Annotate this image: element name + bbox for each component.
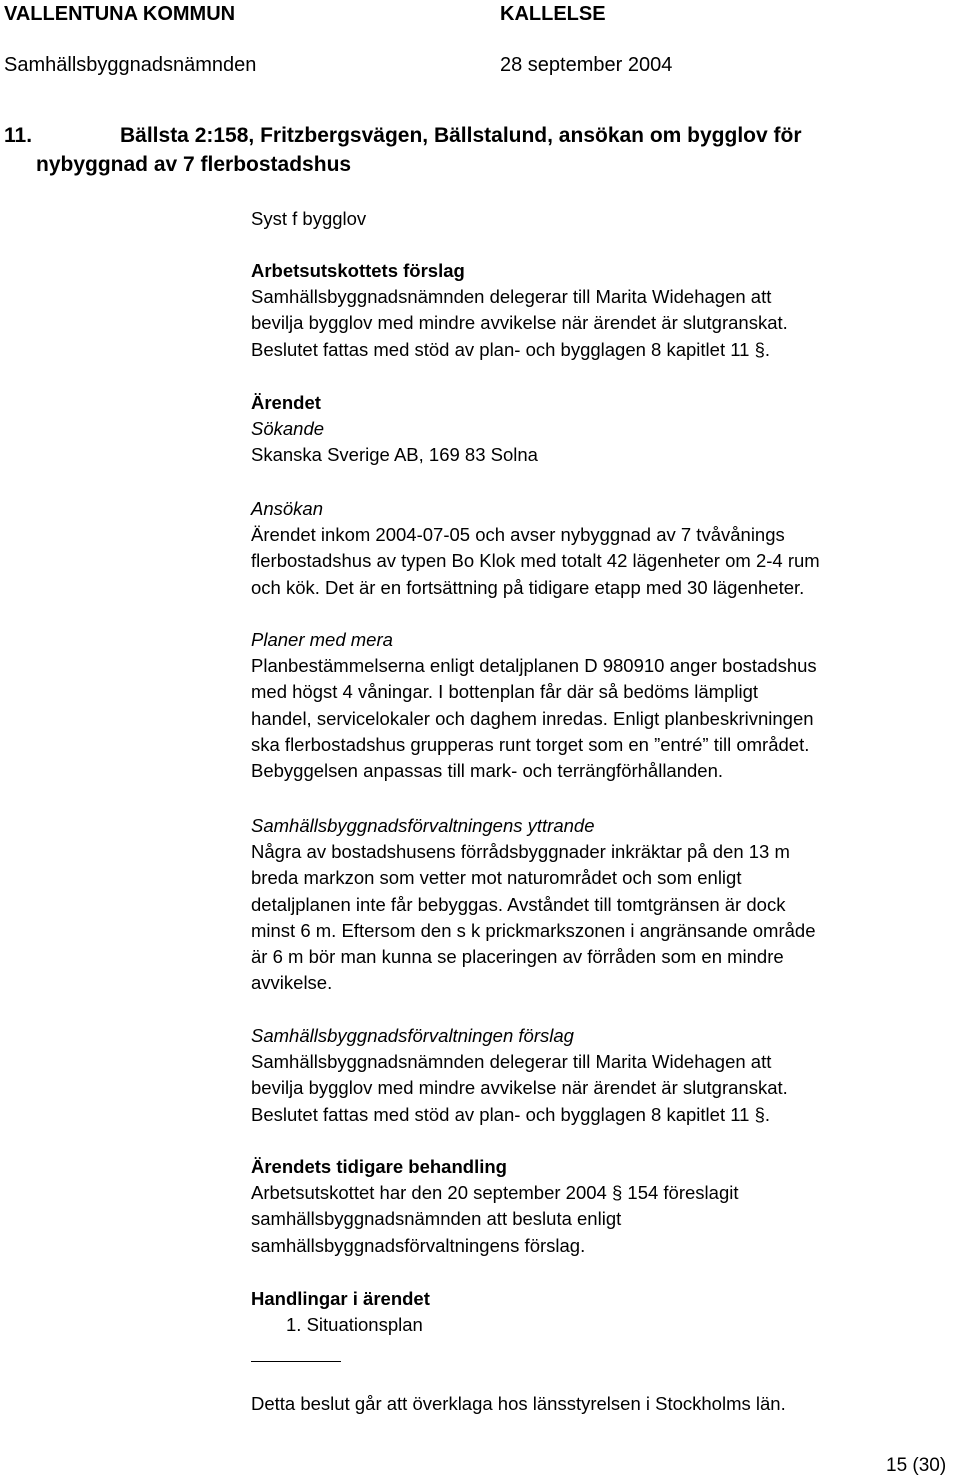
handler bbox=[251, 206, 956, 232]
previous-handling-line: samhällsbyggnadsförvaltningens förslag. bbox=[251, 1234, 586, 1256]
case-section bbox=[251, 390, 956, 469]
page-number: 15 (30) bbox=[886, 1455, 947, 1476]
admin-proposal-line: Samhällsbyggnadsnämnden delegerar till Marita Widehagen att bbox=[251, 1051, 772, 1073]
statement-heading: Samhällsbyggnadsförvaltningens yttrande bbox=[251, 815, 595, 836]
previous-handling-heading: Ärendets tidigare behandling bbox=[251, 1156, 507, 1177]
documents-section bbox=[251, 1286, 956, 1338]
documents-list-item: 1. Situationsplan bbox=[286, 1314, 423, 1336]
application-line: och kök. Det är en fortsättning på tidigare etapp med 30 lägenheter. bbox=[251, 576, 805, 598]
au-proposal-line: bevilja bygglov med mindre avvikelse när ärendet är slutgranskat. bbox=[251, 312, 788, 334]
plans-line: ska flerbostadshus grupperas runt torget som en ”entré” till området. bbox=[251, 733, 810, 755]
au-proposal-line: Samhällsbyggnadsnämnden delegerar till Marita Widehagen att bbox=[251, 286, 772, 308]
committee-name: Samhällsbyggnadsnämnden bbox=[4, 54, 257, 76]
statement-line: breda markzon som vetter mot naturområdet och som enligt bbox=[251, 867, 742, 889]
org-name: VALLENTUNA KOMMUN bbox=[4, 3, 236, 25]
applicant-heading: Sökande bbox=[251, 418, 325, 440]
handler-text: Syst f bygglov bbox=[251, 208, 367, 229]
applicant: Skanska Sverige AB, 169 83 Solna bbox=[251, 444, 538, 466]
admin-proposal-line: Beslutet fattas med stöd av plan- och bygglagen 8 kapitlet 11 §. bbox=[251, 1103, 771, 1125]
meeting-date: 28 september 2004 bbox=[500, 54, 673, 76]
item-title-line-1: Bällsta 2:158, Fritzbergsvägen, Bällstalund, ansökan om bygglov för bbox=[120, 124, 802, 147]
statement-line: detaljplanen inte får bebyggas. Avståndet till tomtgränsen är dock bbox=[251, 893, 786, 915]
statement-line: Några av bostadshusens förrådsbyggnader inkräktar på den 13 m bbox=[251, 841, 790, 863]
statement-line: minst 6 m. Eftersom den s k prickmarkszonen i angränsande område bbox=[251, 919, 816, 941]
item-number: 11. bbox=[4, 124, 33, 147]
admin-proposal-line: bevilja bygglov med mindre avvikelse när ärendet är slutgranskat. bbox=[251, 1077, 788, 1099]
application-section bbox=[251, 496, 956, 601]
plans-section bbox=[251, 627, 956, 784]
application-heading: Ansökan bbox=[251, 498, 323, 519]
application-line: flerbostadshus av typen Bo Klok med totalt 42 lägenheter om 2-4 rum bbox=[251, 550, 820, 572]
plans-line: Bebyggelsen anpassas till mark- och terrängförhållanden. bbox=[251, 760, 724, 782]
statement-line: är 6 m bör man kunna se placeringen av förråden som en mindre bbox=[251, 946, 784, 968]
admin-proposal-heading: Samhällsbyggnadsförvaltningen förslag bbox=[251, 1025, 574, 1046]
case-heading: Ärendet bbox=[251, 392, 321, 413]
previous-handling-line: samhällsbyggnadsnämnden att besluta enligt bbox=[251, 1208, 622, 1230]
au-proposal-line: Beslutet fattas med stöd av plan- och bygglagen 8 kapitlet 11 §. bbox=[251, 338, 771, 360]
application-line: Ärendet inkom 2004-07-05 och avser nybyggnad av 7 tvåvånings bbox=[251, 524, 785, 546]
divider-line bbox=[251, 1361, 341, 1362]
plans-line: handel, servicelokaler och daghem inredas. Enligt planbeskrivningen bbox=[251, 707, 814, 729]
statement-section bbox=[251, 813, 956, 996]
documents-heading: Handlingar i ärendet bbox=[251, 1288, 430, 1309]
previous-handling-section bbox=[251, 1154, 956, 1259]
previous-handling-line: Arbetsutskottet har den 20 september 2004 § 154 föreslagit bbox=[251, 1182, 739, 1204]
au-proposal-section bbox=[251, 258, 956, 363]
appeal-text: Detta beslut går att överklaga hos länsstyrelsen i Stockholms län. bbox=[251, 1393, 786, 1414]
plans-line: Planbestämmelserna enligt detaljplanen D 980910 anger bostadshus bbox=[251, 655, 817, 677]
item-title-line-2: nybyggnad av 7 flerbostadshus bbox=[36, 153, 352, 176]
au-proposal-heading: Arbetsutskottets förslag bbox=[251, 260, 465, 281]
document-type: KALLELSE bbox=[500, 3, 606, 25]
statement-line: avvikelse. bbox=[251, 972, 333, 994]
admin-proposal-section bbox=[251, 1023, 956, 1128]
appeal-note bbox=[251, 1391, 956, 1417]
plans-heading: Planer med mera bbox=[251, 629, 393, 650]
plans-line: med högst 4 våningar. I bottenplan får där så bedöms lämpligt bbox=[251, 681, 758, 703]
